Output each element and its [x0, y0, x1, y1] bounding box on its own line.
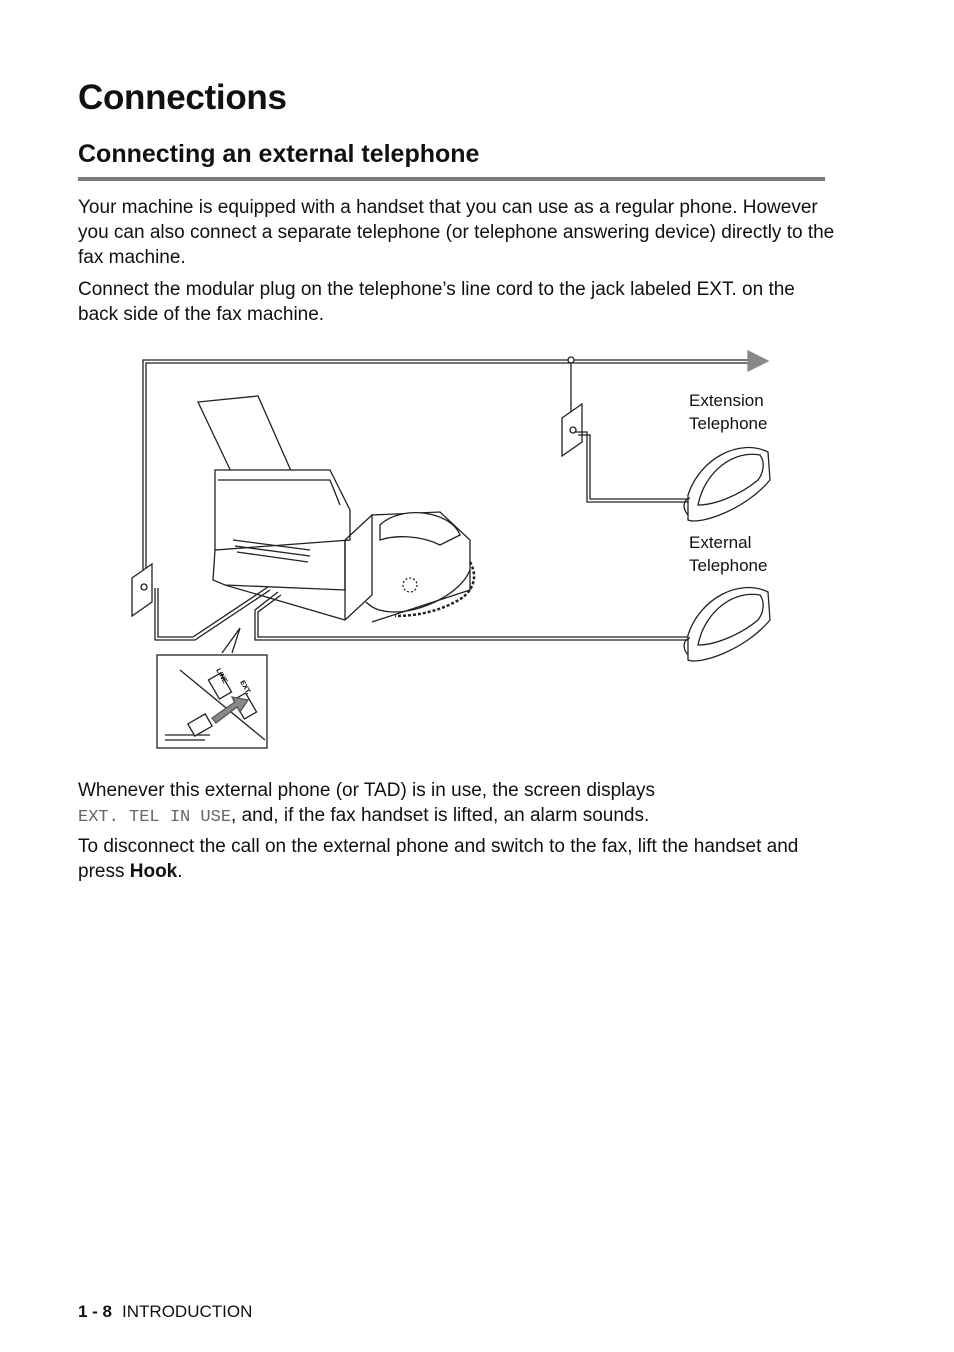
jack-label-ext: EXT. [238, 679, 252, 696]
footer-section: INTRODUCTION [122, 1302, 253, 1321]
hook-key-label: Hook [129, 861, 178, 882]
ext-in-use-text-pre: Whenever this external phone (or TAD) is in use, the screen displays [78, 780, 655, 801]
connect-instruction-paragraph: Connect the modular plug on the telephone’s line cord to the jack labeled EXT. on the back side of the fax machine. [78, 279, 795, 325]
extension-telephone-illustration [684, 448, 770, 521]
fax-machine-illustration [198, 396, 470, 622]
external-telephone-label-line2: Telephone [689, 556, 768, 575]
lcd-message: EXT. TEL IN USE [78, 808, 232, 827]
ext-in-use-text-post: , and, if the fax handset is lifted, an alarm sounds. [231, 805, 650, 826]
extension-wall-jack [562, 404, 582, 456]
disconnect-text-pre: To disconnect the call on the external phone and switch to the fax, lift the handset and press [78, 836, 799, 882]
external-telephone-label-line1: External [689, 533, 752, 552]
disconnect-paragraph [78, 834, 838, 884]
connection-diagram [0, 340, 954, 760]
section-title: Connecting an external telephone [78, 140, 480, 168]
jack-label-line: LINE [214, 667, 229, 685]
intro-paragraph: Your machine is equipped with a handset that you can use as a regular phone. However you can also connect a separate telephone (or telephone answering device) directly to the fax machine. [78, 197, 835, 268]
page-footer [78, 1302, 252, 1322]
extension-telephone-label-line2: Telephone [689, 414, 768, 433]
disconnect-text-post: . [177, 861, 183, 882]
line-arrow-icon [748, 351, 768, 371]
ext-in-use-paragraph [78, 778, 838, 830]
page-number: 1 - 8 [78, 1302, 113, 1321]
section-divider [78, 177, 825, 181]
external-telephone-illustration [684, 588, 770, 661]
page-title: Connections [78, 78, 287, 117]
extension-telephone-label-line1: Extension [689, 391, 764, 410]
